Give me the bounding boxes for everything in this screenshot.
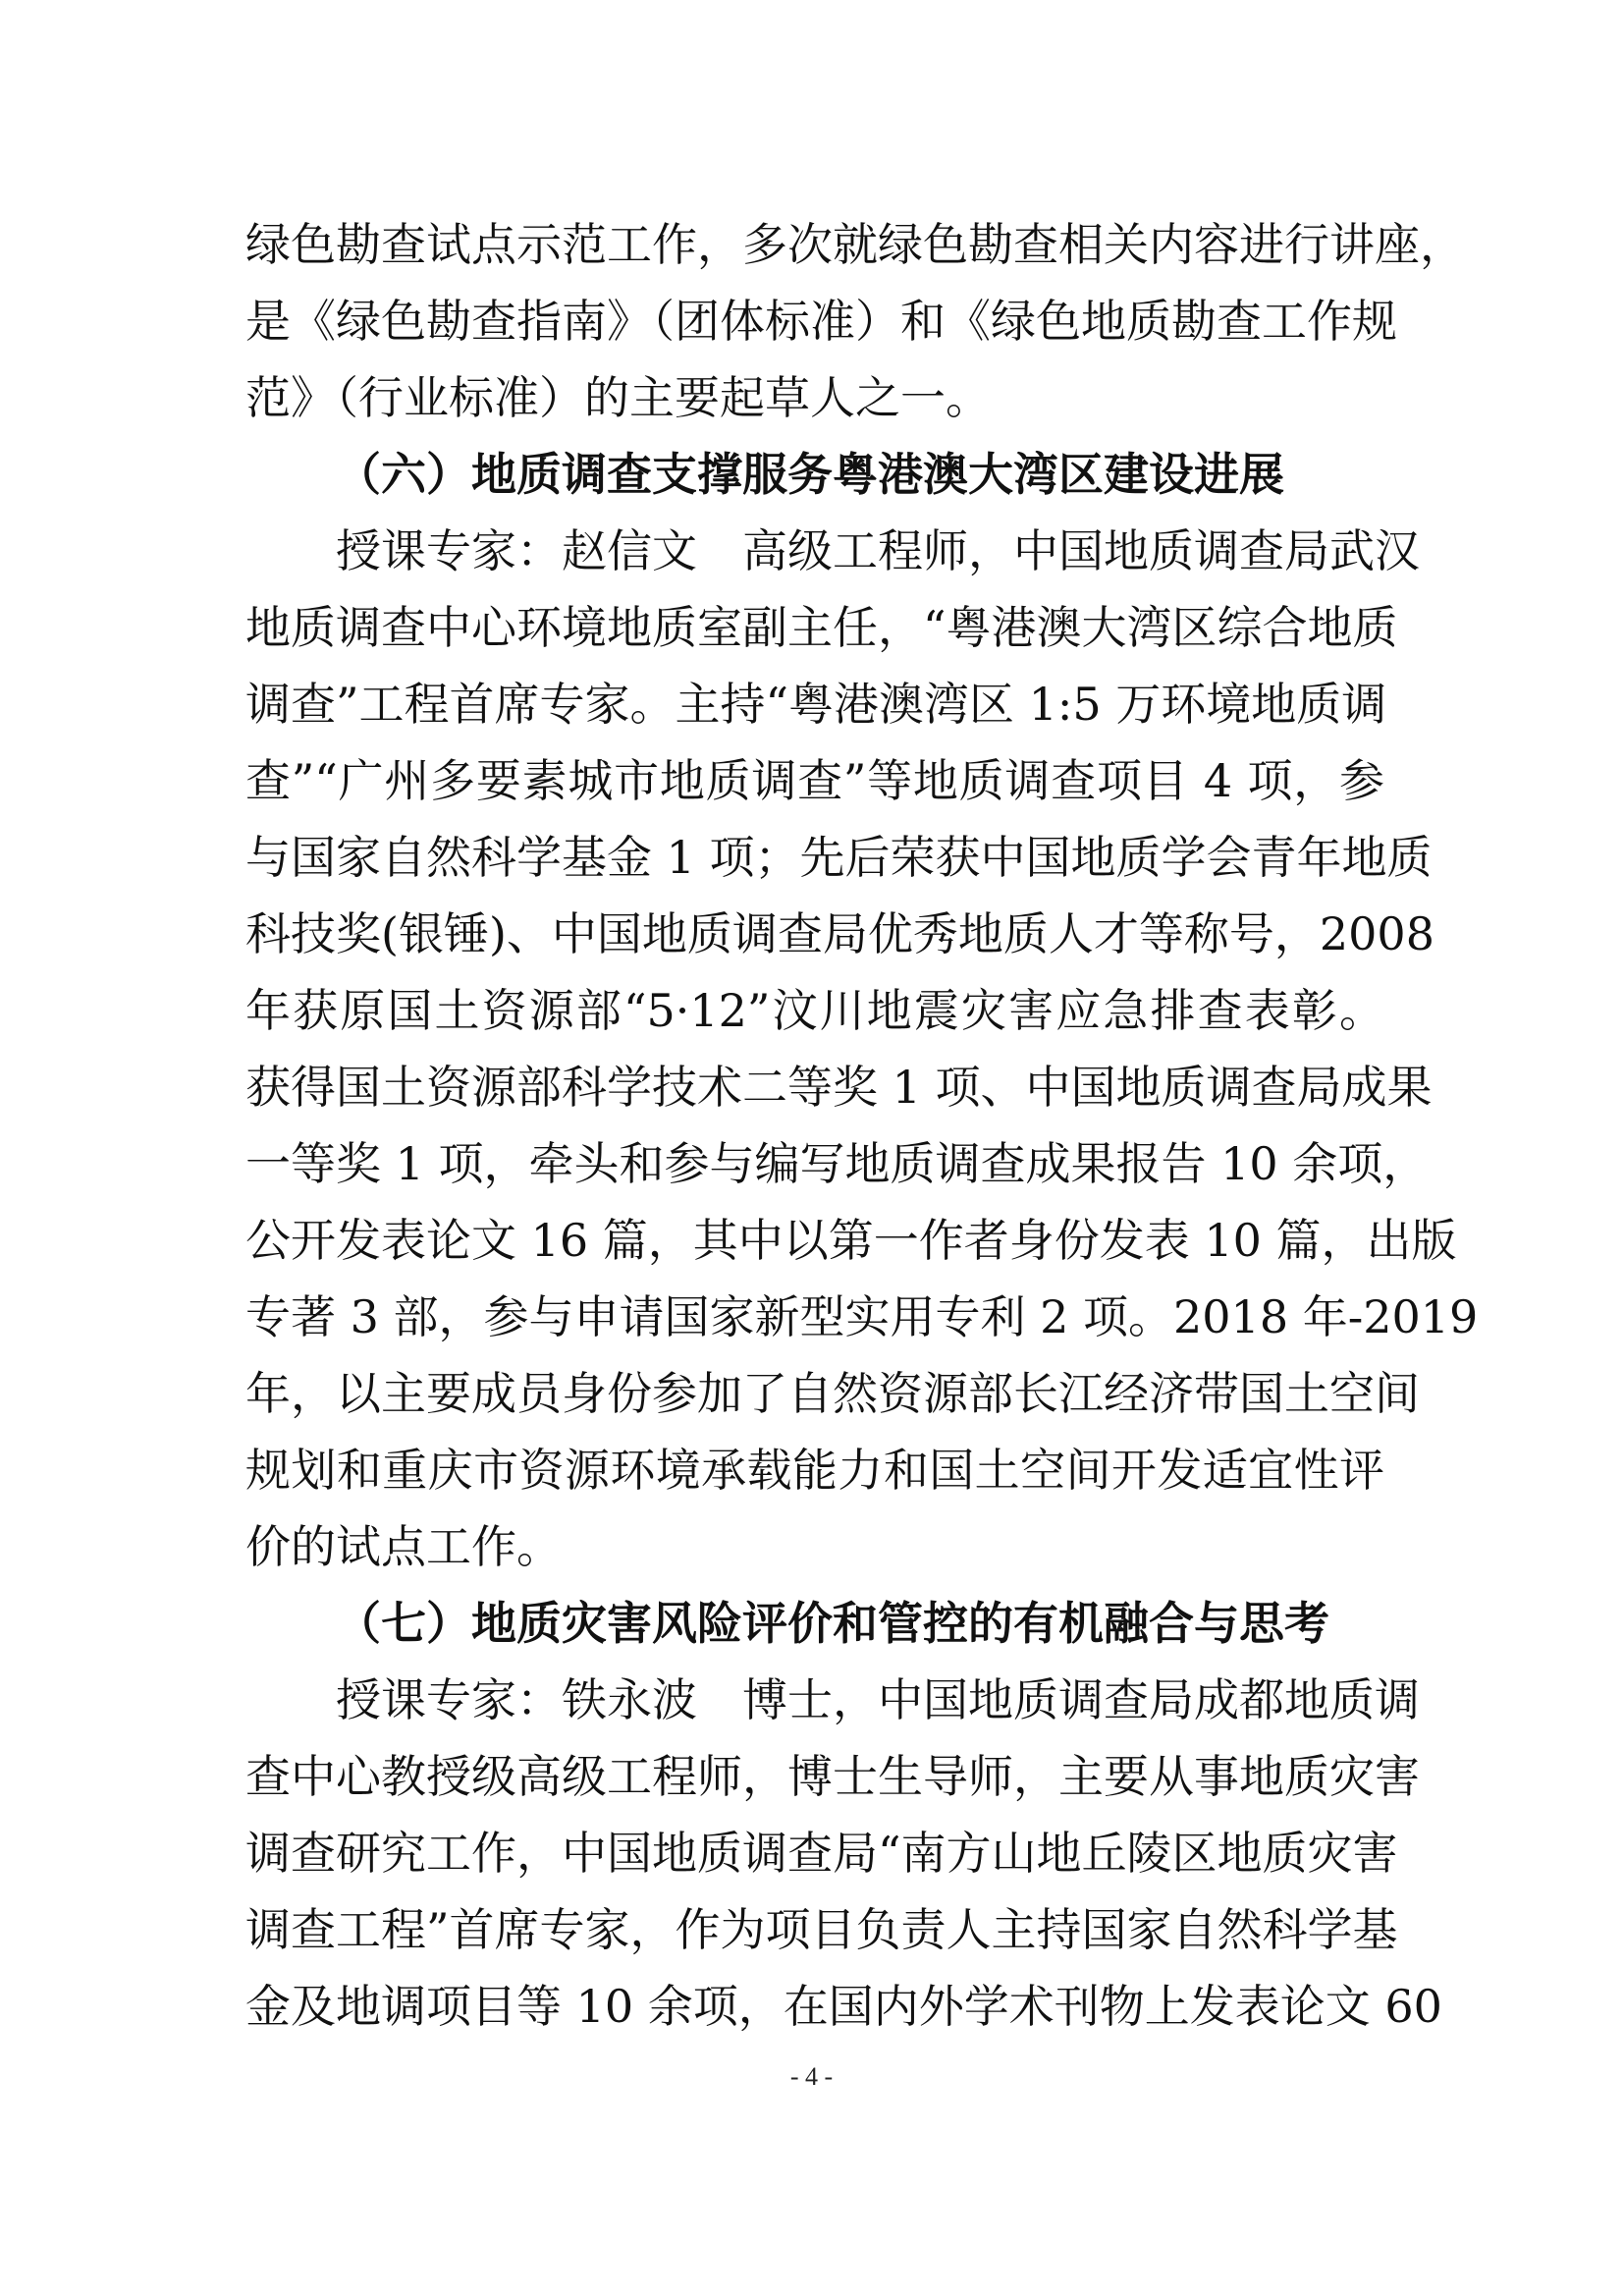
paragraph-expert-zhao-xinwen (245, 513, 1479, 1585)
text-line: 查”“广州多要素城市地质调查”等地质调查项目 4 项，参 (245, 754, 1384, 807)
text-line: 科技奖(银锤)、中国地质调查局优秀地质人才等称号，2008 (245, 907, 1434, 960)
text-line: 授课专家：赵信文 高级工程师，中国地质调查局武汉 (336, 524, 1420, 577)
text-line: 专著 3 部，参与申请国家新型实用专利 2 项。2018 年-2019 (245, 1290, 1479, 1343)
section-heading-6 (245, 436, 1384, 513)
section-heading-7 (245, 1585, 1384, 1662)
paragraph-expert-tie-yongbo (245, 1662, 1442, 2045)
text-line: 年获原国土资源部“5·12”汶川地震灾害应急排查表彰。 (245, 984, 1384, 1037)
text-line: 金及地调项目等 10 余项，在国内外学术刊物上发表论文 60 (245, 1980, 1442, 2033)
text-line: 获得国土资源部科学技术二等奖 1 项、中国地质调查局成果 (245, 1061, 1433, 1114)
text-line: 范》（行业标准）的主要起草人之一。 (245, 371, 991, 424)
text-line: 一等奖 1 项，牵头和参与编写地质调查成果报告 10 余项， (245, 1137, 1429, 1190)
heading-text: （七）地质灾害风险评价和管控的有机融合与思考 (336, 1597, 1329, 1650)
text-line: 是《绿色勘查指南》（团体标准）和《绿色地质勘查工作规 (245, 295, 1397, 348)
text-line: 绿色勘查试点示范工作，多次就绿色勘查相关内容进行讲座， (245, 218, 1465, 271)
page-number: - 4 - (789, 2062, 834, 2091)
text-line: 调查”工程首席专家。主持“粤港澳湾区 1:5 万环境地质调 (245, 678, 1387, 731)
text-line: 规划和重庆市资源环境承载能力和国土空间开发适宜性评 (245, 1444, 1384, 1497)
text-line: 授课专家：铁永波 博士，中国地质调查局成都地质调 (336, 1673, 1420, 1726)
text-line: 调查研究工作，中国地质调查局“南方山地丘陵区地质灾害 (245, 1827, 1398, 1880)
text-line: 价的试点工作。 (245, 1520, 562, 1573)
paragraph-green-exploration (245, 206, 1465, 436)
text-line: 公开发表论文 16 篇，其中以第一作者身份发表 10 篇，出版 (245, 1214, 1457, 1267)
heading-text: （六）地质调查支撑服务粤港澳大湾区建设进展 (336, 448, 1284, 501)
text-line: 地质调查中心环境地质室副主任，“粤港澳大湾区综合地质 (245, 601, 1398, 654)
text-line: 调查工程”首席专家，作为项目负责人主持国家自然科学基 (245, 1903, 1398, 1956)
text-line: 与国家自然科学基金 1 项；先后荣获中国地质学会青年地质 (245, 831, 1433, 884)
text-line: 查中心教授级高级工程师，博士生导师，主要从事地质灾害 (245, 1750, 1420, 1803)
text-line: 年，以主要成员身份参加了自然资源部长江经济带国土空间 (245, 1367, 1420, 1420)
document-body (245, 206, 1479, 2045)
